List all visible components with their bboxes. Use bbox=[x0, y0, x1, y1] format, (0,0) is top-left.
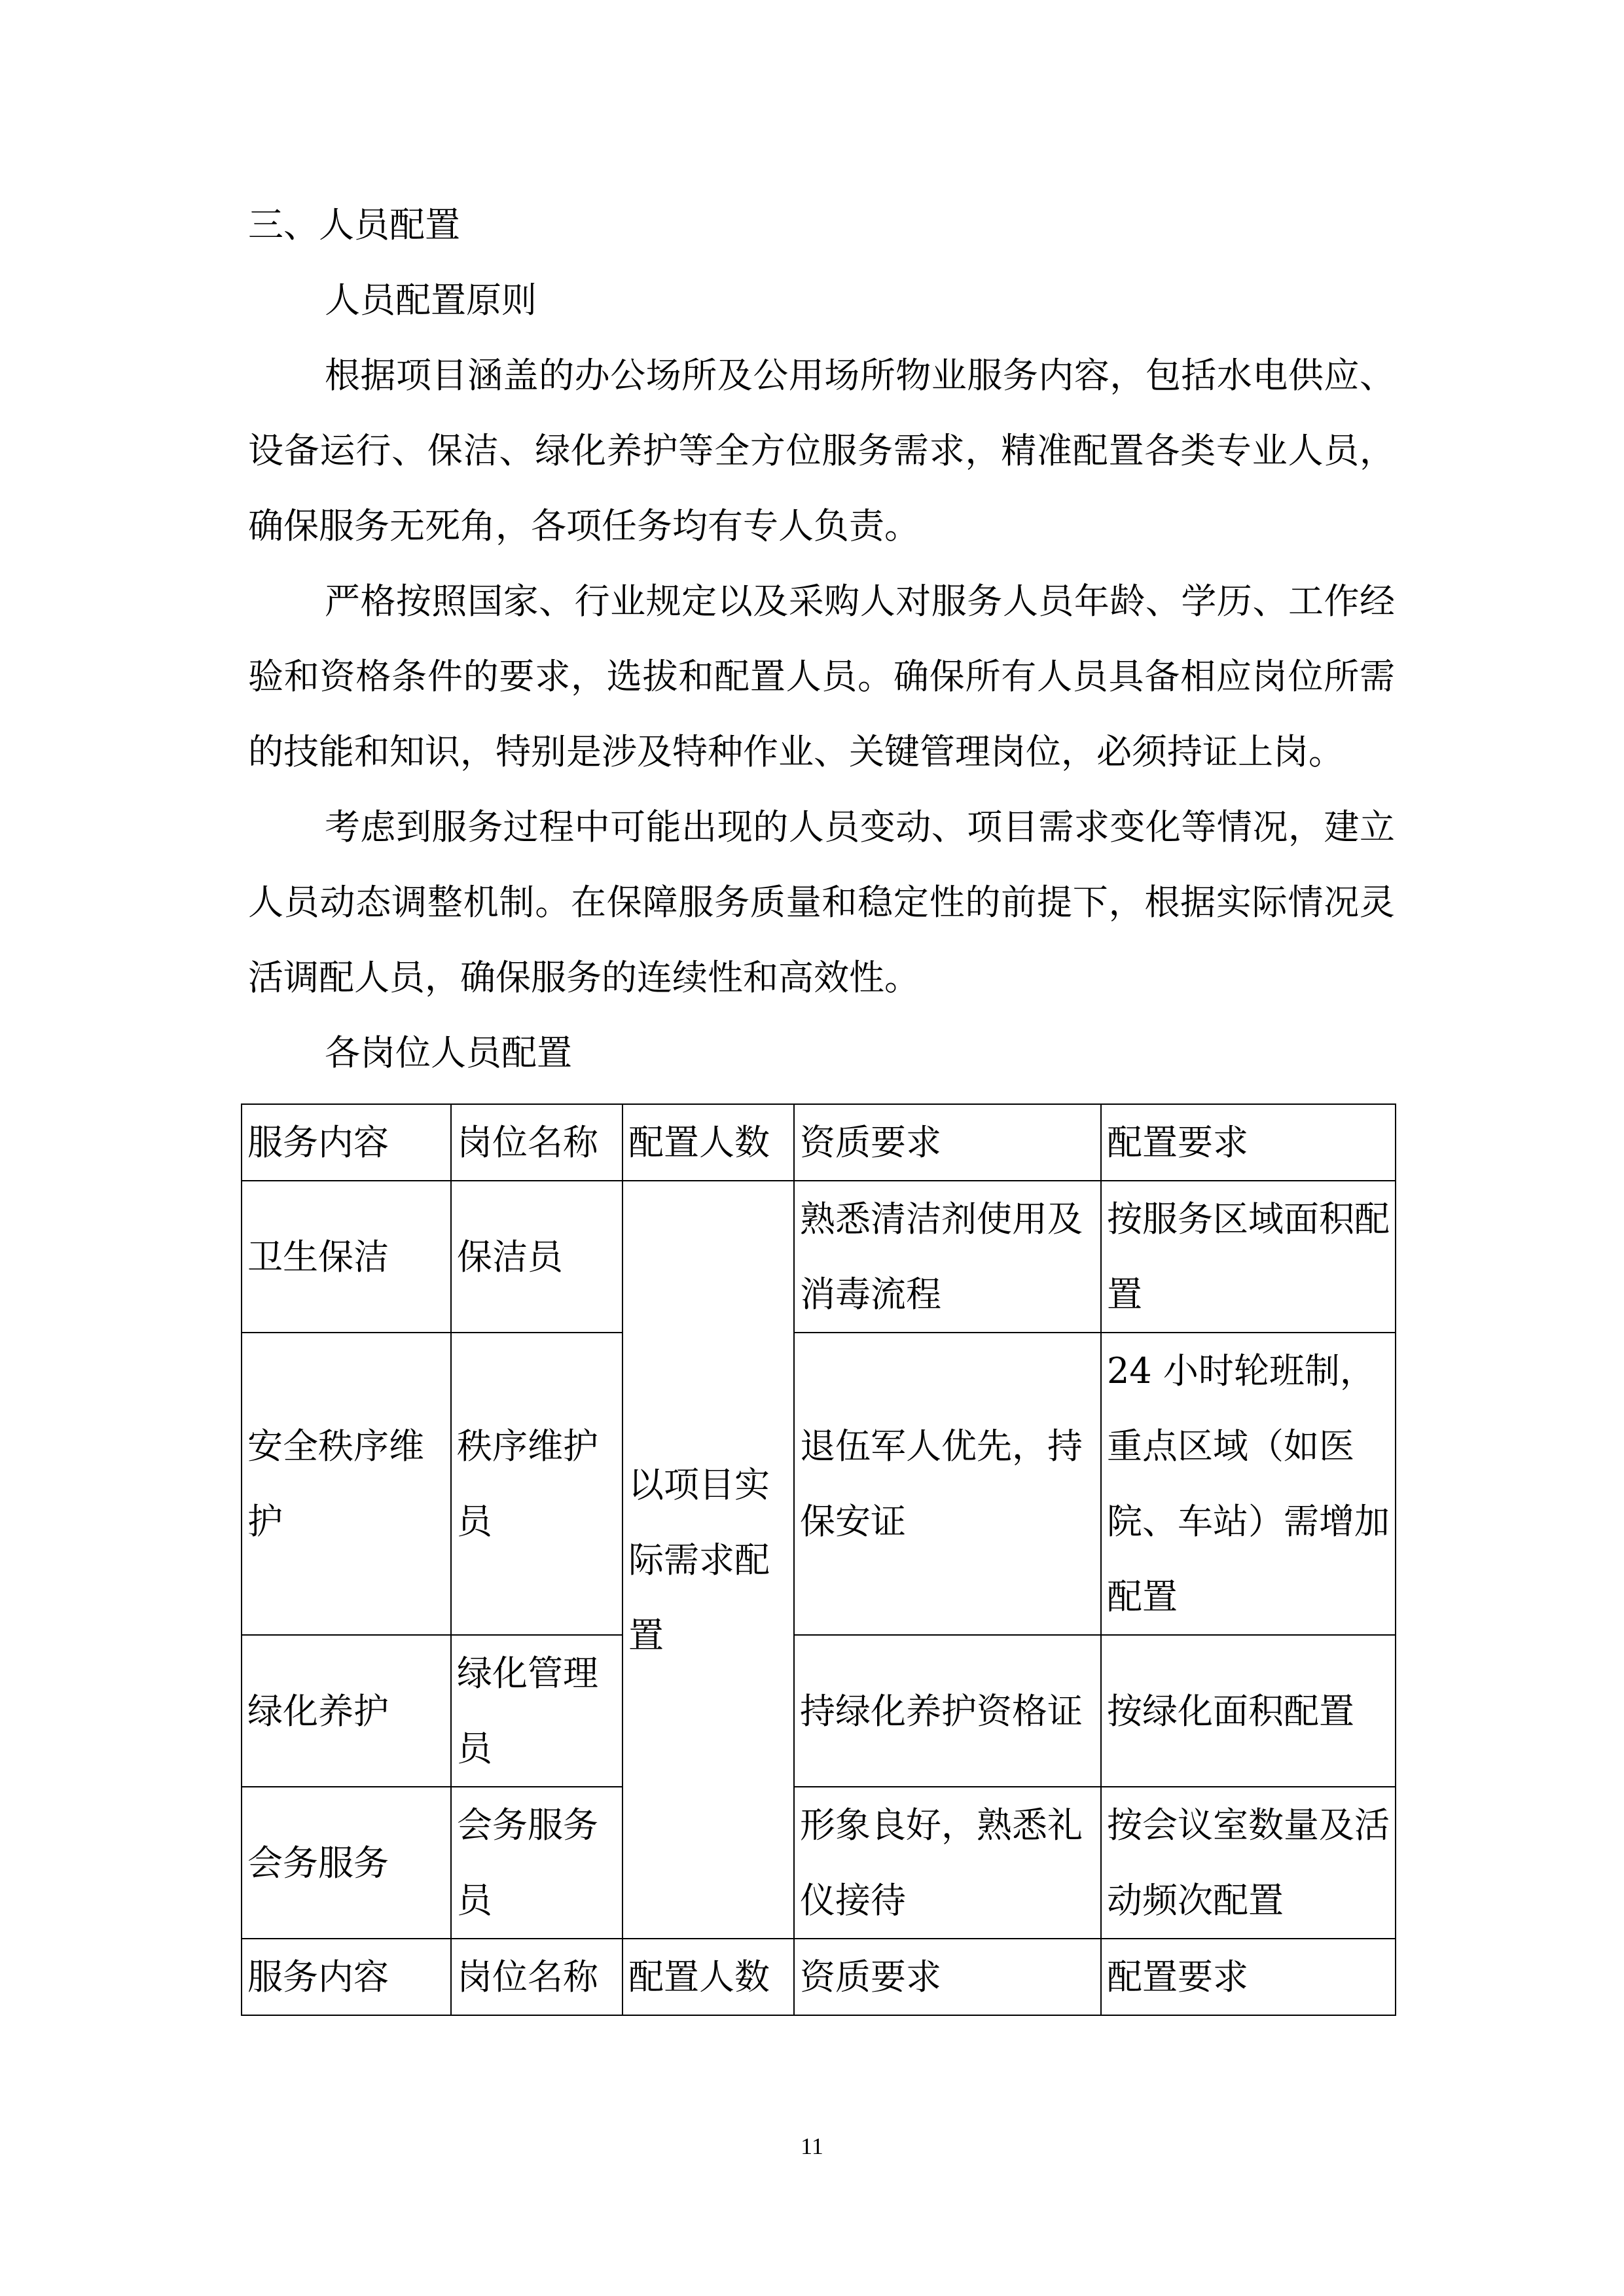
qualification-cell: 持绿化养护资格证 bbox=[794, 1635, 1101, 1787]
service-cell: 卫生保洁 bbox=[242, 1181, 451, 1333]
table-row bbox=[242, 1181, 1396, 1333]
qualification-cell: 形象良好，熟悉礼仪接待 bbox=[794, 1787, 1101, 1939]
headcount-merged-cell: 以项目实际需求配置 bbox=[623, 1181, 794, 1939]
table-footer-row bbox=[242, 1939, 1396, 2015]
header-cell: 岗位名称 bbox=[451, 1104, 623, 1181]
footer-cell: 岗位名称 bbox=[451, 1939, 623, 2015]
header-cell: 资质要求 bbox=[794, 1104, 1101, 1181]
position-cell: 秩序维护员 bbox=[451, 1333, 623, 1635]
table-header-row bbox=[242, 1104, 1396, 1181]
position-cell: 会务服务员 bbox=[451, 1787, 623, 1939]
header-cell: 配置要求 bbox=[1101, 1104, 1396, 1181]
requirement-cell: 按会议室数量及活动频次配置 bbox=[1101, 1787, 1396, 1939]
paragraph: 根据项目涵盖的办公场所及公用场所物业服务内容，包括水电供应、设备运行、保洁、绿化养护等全方位服务需求，精准配置各类专业人员，确保服务无死角，各项任务均有专人负责。 bbox=[248, 355, 1395, 547]
service-cell: 会务服务 bbox=[242, 1787, 451, 1939]
subheading-principles: 人员配置原则 bbox=[325, 279, 537, 321]
table-row bbox=[242, 1787, 1396, 1939]
requirement-cell: 24 小时轮班制，重点区域（如医院、车站）需增加配置 bbox=[1101, 1333, 1396, 1635]
qualification-cell: 熟悉清洁剂使用及消毒流程 bbox=[794, 1181, 1101, 1333]
header-cell: 服务内容 bbox=[242, 1104, 451, 1181]
table-row bbox=[242, 1635, 1396, 1787]
document-body bbox=[248, 187, 1395, 2016]
page-number: 11 bbox=[801, 2133, 823, 2159]
footer-cell: 资质要求 bbox=[794, 1939, 1101, 2015]
service-cell: 绿化养护 bbox=[242, 1635, 451, 1787]
header-cell: 配置人数 bbox=[623, 1104, 794, 1181]
requirement-cell: 按绿化面积配置 bbox=[1101, 1635, 1396, 1787]
paragraph: 考虑到服务过程中可能出现的人员变动、项目需求变化等情况，建立人员动态调整机制。在保障服务质量和稳定性的前提下，根据实际情况灵活调配人员，确保服务的连续性和高效性。 bbox=[248, 806, 1395, 998]
footer-cell: 服务内容 bbox=[242, 1939, 451, 2015]
requirement-cell: 按服务区域面积配置 bbox=[1101, 1181, 1396, 1333]
staffing-table bbox=[241, 1103, 1396, 2016]
subheading-positions: 各岗位人员配置 bbox=[325, 1032, 572, 1073]
footer-cell: 配置要求 bbox=[1101, 1939, 1396, 2015]
section-heading: 三、人员配置 bbox=[248, 204, 460, 245]
table-row bbox=[242, 1333, 1396, 1635]
paragraph: 严格按照国家、行业规定以及采购人对服务人员年龄、学历、工作经验和资格条件的要求，选拔和配置人员。确保所有人员具备相应岗位所需的技能和知识，特别是涉及特种作业、关键管理岗位，必须持证上岗。 bbox=[248, 581, 1395, 772]
qualification-cell: 退伍军人优先，持保安证 bbox=[794, 1333, 1101, 1635]
position-cell: 绿化管理员 bbox=[451, 1635, 623, 1787]
position-cell: 保洁员 bbox=[451, 1181, 623, 1333]
service-cell: 安全秩序维护 bbox=[242, 1333, 451, 1635]
footer-cell: 配置人数 bbox=[623, 1939, 794, 2015]
